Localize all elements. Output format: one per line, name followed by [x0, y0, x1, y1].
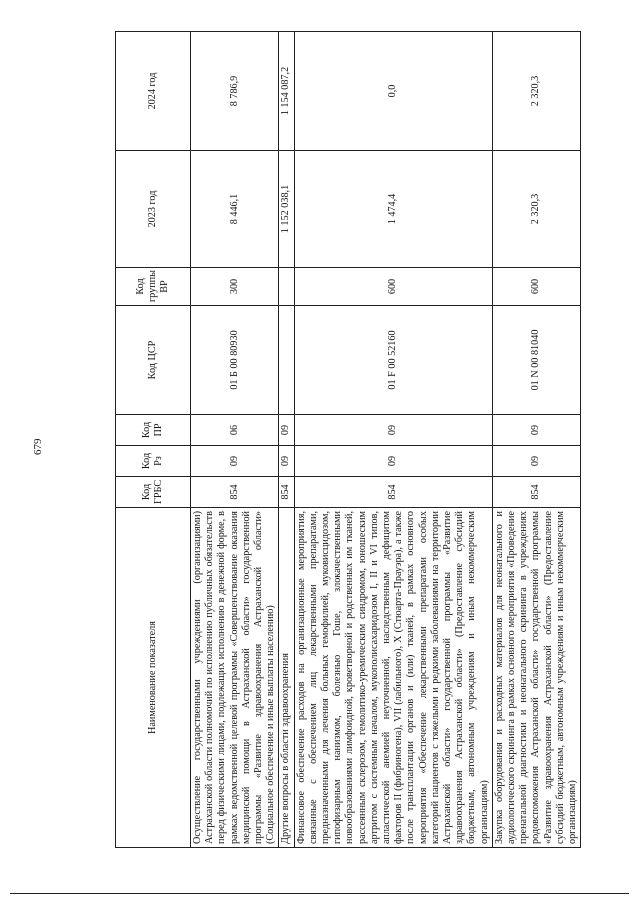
row-grbs: 854: [294, 477, 492, 508]
row-grbs: 854: [279, 477, 294, 508]
row-2024: 2 320,3: [492, 32, 580, 151]
row-csr: 01 N 00 81040: [492, 306, 580, 415]
row-csr: 01 Б 00 80930: [191, 306, 279, 415]
row-2024: 0,0: [294, 32, 492, 151]
row-2024: 1 154 087,2: [279, 32, 294, 151]
row-vr: 600: [492, 268, 580, 306]
row-name: Осуществление государственными учреждениями (организациями) Астраханской области полномочий по исполнению публичных обязательств перед физическими лицами, подлежащих исполнению в денежной форме, в рамках ведомственной целевой программы «Совершенствование оказания медицинской помощи в Астраханской области» государственной программы «Развитие здравоохранения Астраханской области» (Социальное обеспечение и иные выплаты населению): [191, 508, 279, 848]
row-rz: 09: [279, 446, 294, 477]
table-row: [191, 32, 279, 848]
header-name: Наименование показателя: [116, 508, 191, 848]
row-2023: 2 320,3: [492, 151, 580, 268]
row-csr: 01 F 00 52160: [294, 306, 492, 415]
row-name: Финансовое обеспечение расходов на организационные мероприятия, связанные с обеспечением лиц лекарственными препаратами, предназначенными для лечения больных гемофилией, муковисцидозом, гипофизарным нанизмом, болезнью Гоше, злокачественными новообразованиями лимфоидной, кроветворной и родственных им тканей, рассеянным склерозом, гемолитико-уремическим синдромом, юношеским артритом с системным началом, мукополисахаридозом I, II и VI типов, апластической анемией неуточненной, наследственным дефицитом факторов II (фибриногена), VII (лабильного), X (Стюарта-Прауэра), а также после трансплантации органов и (или) тканей, в рамках основного мероприятия «Обеспечение лекарственными препаратами особых категорий пациентов с тяжелыми и редкими заболеваниями на территории Астраханской области» государственной программы «Развитие здравоохранения Астраханской области» (Предоставление субсидий бюджетным, автономным учреждениям и иным некоммерческим организациям): [294, 508, 492, 848]
row-vr: [279, 268, 294, 306]
row-rz: 09: [294, 446, 492, 477]
page-number: 679: [32, 438, 44, 455]
table-row: [492, 32, 580, 848]
row-rz: 09: [492, 446, 580, 477]
row-vr: 600: [294, 268, 492, 306]
table-header-row: [116, 32, 191, 848]
row-2024: 8 786,9: [191, 32, 279, 151]
row-name: Другие вопросы в области здравоохранения: [279, 508, 294, 848]
row-grbs: 854: [492, 477, 580, 508]
row-name: Закупка оборудования и расходных материалов для неонатального и аудиологического скрининга в рамках основного мероприятия «Проведение пренатальной диагностики и неонатального скрининга в учреждениях родовспоможения Астраханской области» государственной программы «Развитие здравоохранения Астраханской области» (Предоставление субсидий бюджетным, автономным учреждениям и иным некоммерческим организациям): [492, 508, 580, 848]
row-pr: 06: [191, 415, 279, 446]
row-rz: 09: [191, 446, 279, 477]
bottom-rule: [10, 893, 629, 894]
header-vr: Код группы ВР: [116, 268, 191, 306]
row-csr: [279, 306, 294, 415]
row-2023: 1 152 038,1: [279, 151, 294, 268]
rotated-table-container: [115, 32, 620, 848]
table-row: [279, 32, 294, 848]
row-2023: 1 474,4: [294, 151, 492, 268]
header-grbs: Код ГРБС: [116, 477, 191, 508]
row-pr: 09: [279, 415, 294, 446]
row-pr: 09: [492, 415, 580, 446]
row-vr: 300: [191, 268, 279, 306]
table-row: [294, 32, 492, 848]
header-2024: 2024 год: [116, 32, 191, 151]
header-csr: Код ЦСР: [116, 306, 191, 415]
header-rz: Код Рз: [116, 446, 191, 477]
header-pr: Код ПР: [116, 415, 191, 446]
budget-table: [115, 31, 581, 848]
row-pr: 09: [294, 415, 492, 446]
row-2023: 8 446,1: [191, 151, 279, 268]
row-grbs: 854: [191, 477, 279, 508]
header-2023: 2023 год: [116, 151, 191, 268]
